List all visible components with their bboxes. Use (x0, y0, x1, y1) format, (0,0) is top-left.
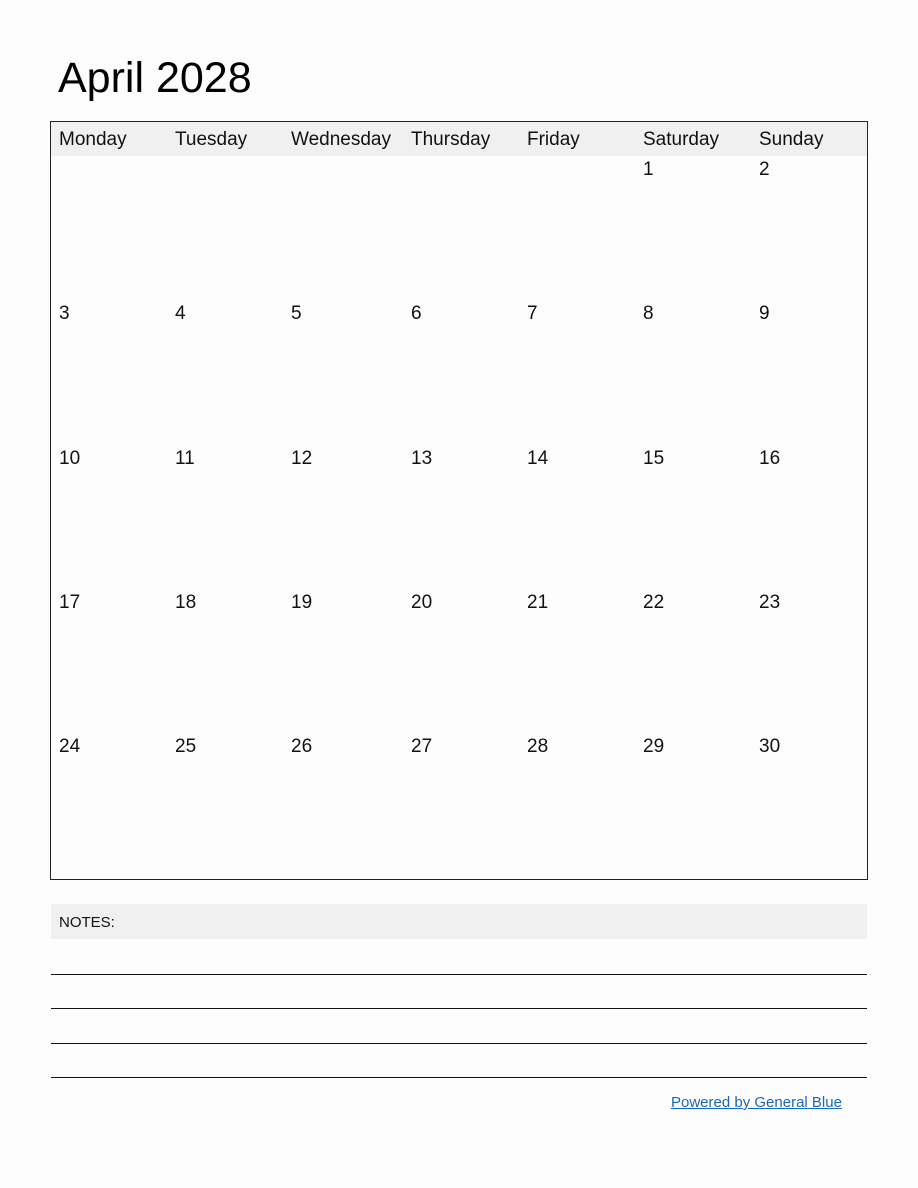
day-cell-number: 13 (411, 448, 433, 469)
weekday-wednesday: Wednesday (291, 129, 391, 150)
notes-line[interactable] (51, 974, 867, 975)
day-cell-number: 27 (411, 736, 433, 757)
day-cell-number: 21 (527, 592, 549, 613)
day-cell-number: 14 (527, 448, 549, 469)
day-cell-number: 7 (527, 303, 538, 324)
day-cell-number: 25 (175, 736, 197, 757)
day-cell-number: 5 (291, 303, 302, 324)
weekday-monday: Monday (59, 129, 127, 150)
day-cell-number: 23 (759, 592, 781, 613)
weekday-saturday: Saturday (643, 129, 720, 150)
day-cell-number: 4 (175, 303, 186, 324)
day-cell-number: 10 (59, 448, 81, 469)
day-cell-number: 2 (759, 159, 770, 180)
day-cell-number: 1 (643, 159, 654, 180)
notes-line[interactable] (51, 1043, 867, 1044)
day-cell-number: 24 (59, 736, 81, 757)
weekday-thursday: Thursday (411, 129, 491, 150)
weekday-sunday: Sunday (759, 129, 824, 150)
day-cell-number: 29 (643, 736, 665, 757)
notes-line[interactable] (51, 1008, 867, 1009)
day-cell-number: 15 (643, 448, 665, 469)
day-cell-number: 16 (759, 448, 781, 469)
notes-header (51, 904, 867, 939)
day-cell-number: 30 (759, 736, 781, 757)
day-cell-number: 8 (643, 303, 654, 324)
day-cell-number: 11 (175, 448, 195, 469)
day-cell-number: 9 (759, 303, 770, 324)
day-cell-number: 28 (527, 736, 549, 757)
powered-by-link[interactable]: Powered by General Blue (671, 1094, 842, 1111)
day-cell-number: 12 (291, 448, 313, 469)
day-cell-number: 20 (411, 592, 433, 613)
day-cell-number: 22 (643, 592, 665, 613)
day-cell-number: 17 (59, 592, 81, 613)
page-title: April 2028 (58, 54, 252, 102)
notes-line[interactable] (51, 1077, 867, 1078)
day-cell-number: 18 (175, 592, 197, 613)
day-cell-number: 6 (411, 303, 422, 324)
day-cell-number: 3 (59, 303, 70, 324)
notes-label: NOTES: (59, 914, 115, 931)
weekday-header-row (51, 122, 867, 156)
weekday-tuesday: Tuesday (175, 129, 248, 150)
day-cell-number: 19 (291, 592, 313, 613)
weekday-friday: Friday (527, 129, 580, 150)
day-cell-number: 26 (291, 736, 313, 757)
calendar-grid (50, 121, 868, 880)
